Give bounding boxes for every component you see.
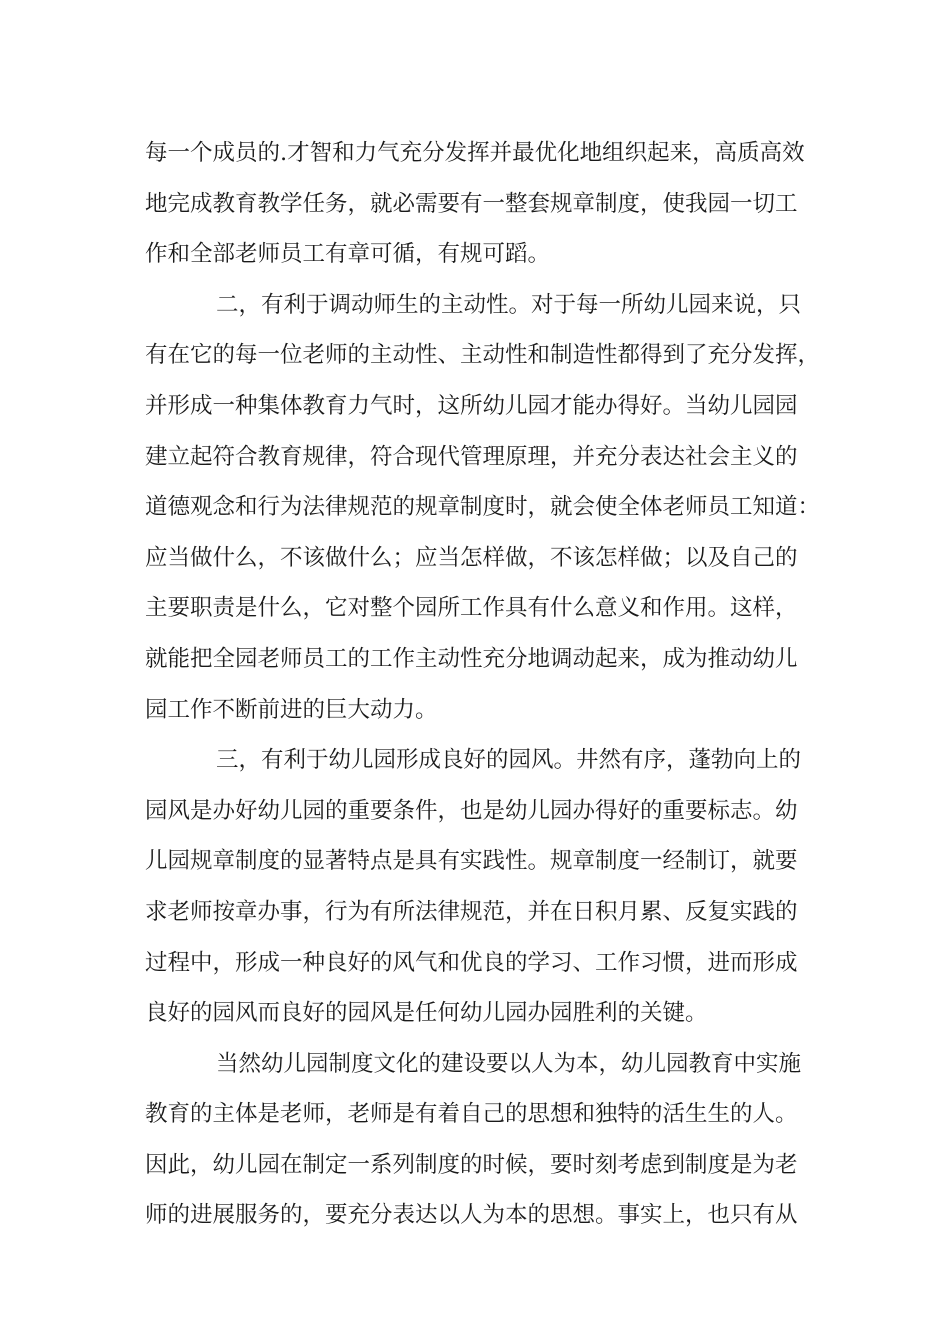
text-line: 应当做什么，不该做什么；应当怎样做，不该怎样做；以及自己的	[145, 544, 798, 571]
text-line: 作和全部老师员工有章可循，有规可蹈。	[145, 241, 551, 268]
paragraph-start-line: 三，有利于幼儿园形成良好的园风。井然有序，蓬勃向上的	[216, 747, 802, 774]
text-line: 并形成一种集体教育力气时，这所幼儿园才能办得好。当幼儿园园	[145, 392, 798, 419]
text-line: 建立起符合教育规律，符合现代管理原理，并充分表达社会主义的	[145, 443, 798, 470]
text-line: 师的进展服务的，要充分表达以人为本的思想。事实上，也只有从	[145, 1202, 798, 1229]
text-line: 儿园规章制度的显著特点是具有实践性。规章制度一经制订，就要	[145, 848, 798, 875]
paragraph-start-line: 当然幼儿园制度文化的建设要以人为本，幼儿园教育中实施	[216, 1050, 802, 1077]
text-line: 就能把全园老师员工的工作主动性充分地调动起来，成为推动幼儿	[145, 645, 798, 672]
body-text	[145, 128, 825, 1241]
text-line: 教育的主体是老师，老师是有着自己的思想和独特的活生生的人。	[145, 1101, 798, 1128]
text-line: 过程中，形成一种良好的风气和优良的学习、工作习惯，进而形成	[145, 949, 798, 976]
text-line: 园工作不断前进的巨大动力。	[145, 696, 438, 723]
paragraph-start-line: 二，有利于调动师生的主动性。对于每一所幼儿园来说，只	[216, 291, 802, 318]
text-line: 每一个成员的.才智和力气充分发挥并最优化地组织起来，高质高效	[145, 140, 805, 166]
text-line: 良好的园风而良好的园风是任何幼儿园办园胜利的关键。	[145, 1000, 708, 1027]
text-line: 地完成教育教学任务，就必需要有一整套规章制度，使我园一切工	[145, 190, 798, 217]
text-line: 求老师按章办事，行为有所法律规范，并在日积月累、反复实践的	[145, 898, 798, 925]
text-line: 园风是办好幼儿园的重要条件，也是幼儿园办得好的重要标志。幼	[145, 797, 798, 824]
text-line: 因此，幼儿园在制定一系列制度的时候，要时刻考虑到制度是为老	[145, 1151, 798, 1178]
text-line: 主要职责是什么，它对整个园所工作具有什么意义和作用。这样，	[145, 595, 798, 622]
text-line: 道德观念和行为法律规范的规章制度时，就会使全体老师员工知道：	[145, 494, 821, 521]
text-line: 有在它的每一位老师的主动性、主动性和制造性都得到了充分发挥，	[145, 342, 821, 369]
